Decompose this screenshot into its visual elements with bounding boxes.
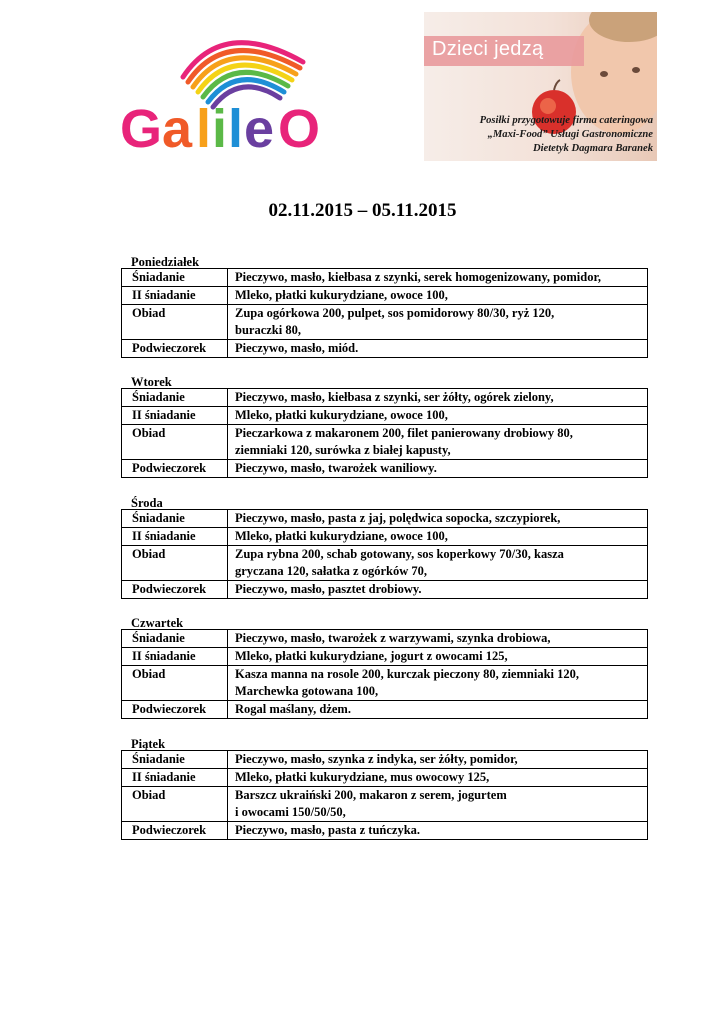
meal-dishes [228, 787, 648, 822]
meal-name: Obiad [122, 546, 228, 581]
meal-name: II śniadanie [122, 648, 228, 666]
meal-dishes [228, 648, 648, 666]
dish-line: Pieczywo, masło, pasztet drobiowy. [235, 582, 422, 596]
dish-line: Mleko, płatki kukurydziane, owoce 100, [235, 408, 448, 422]
meal-name: Podwieczorek [122, 460, 228, 478]
dish-line: gryczana 120, sałatka z ogórków 70, [235, 564, 427, 578]
table-row [122, 751, 648, 769]
meal-dishes [228, 701, 648, 719]
day-menu-table [121, 509, 648, 599]
dish-line: Pieczywo, masło, kiełbasa z szynki, serek homogenizowany, pomidor, [235, 270, 601, 284]
table-row [122, 648, 648, 666]
meal-dishes [228, 407, 648, 425]
meal-dishes [228, 287, 648, 305]
dish-line: Mleko, płatki kukurydziane, mus owocowy 125, [235, 770, 490, 784]
meal-dishes [228, 425, 648, 460]
meal-dishes [228, 546, 648, 581]
meal-dishes [228, 769, 648, 787]
dish-line: Pieczywo, masło, kiełbasa z szynki, ser żółty, ogórek zielony, [235, 390, 554, 404]
dish-line: Pieczywo, masło, pasta z jaj, polędwica sopocka, szczypiorek, [235, 511, 561, 525]
dish-line: Pieczywo, masło, szynka z indyka, ser żółty, pomidor, [235, 752, 518, 766]
meal-dishes [228, 751, 648, 769]
meal-dishes [228, 340, 648, 358]
dish-line: Barszcz ukraiński 200, makaron z serem, jogurtem [235, 788, 507, 802]
table-row [122, 407, 648, 425]
day-label: Piątek [131, 737, 166, 751]
dish-line: Mleko, płatki kukurydziane, owoce 100, [235, 529, 448, 543]
dish-line: ziemniaki 120, surówka z białej kapusty, [235, 443, 451, 457]
meal-name: II śniadanie [122, 528, 228, 546]
dish-line: Rogal maślany, dżem. [235, 702, 351, 716]
table-row [122, 701, 648, 719]
meal-dishes [228, 460, 648, 478]
banner-title: Dzieci jedzą [432, 38, 544, 60]
meal-name: Obiad [122, 666, 228, 701]
day-menu-table [121, 388, 648, 478]
dish-line: Zupa ogórkowa 200, pulpet, sos pomidorowy 80/30, ryż 120, [235, 306, 555, 320]
meal-dishes [228, 528, 648, 546]
table-row [122, 305, 648, 340]
dish-line: Pieczywo, masło, twarożek z warzywami, szynka drobiowa, [235, 631, 551, 645]
dish-line: Kasza manna na rosole 200, kurczak pieczony 80, ziemniaki 120, [235, 667, 579, 681]
banner-caption [427, 114, 653, 156]
dish-line: i owocami 150/50/50, [235, 805, 346, 819]
svg-text:a: a [162, 99, 193, 157]
meal-name: Śniadanie [122, 510, 228, 528]
table-row [122, 389, 648, 407]
dish-line: Mleko, płatki kukurydziane, jogurt z owocami 125, [235, 649, 508, 663]
svg-text:l: l [228, 99, 244, 157]
meal-name: Śniadanie [122, 269, 228, 287]
dish-line: buraczki 80, [235, 323, 301, 337]
table-row [122, 269, 648, 287]
meal-dishes [228, 630, 648, 648]
table-row [122, 787, 648, 822]
meal-name: Śniadanie [122, 630, 228, 648]
table-row [122, 287, 648, 305]
table-row [122, 822, 648, 840]
meal-name: Podwieczorek [122, 822, 228, 840]
meal-dishes [228, 269, 648, 287]
dish-line: Pieczarkowa z makaronem 200, filet panierowany drobiowy 80, [235, 426, 573, 440]
meal-name: II śniadanie [122, 287, 228, 305]
meal-name: Podwieczorek [122, 340, 228, 358]
table-row [122, 581, 648, 599]
meal-dishes [228, 666, 648, 701]
meal-dishes [228, 305, 648, 340]
dish-line: Zupa rybna 200, schab gotowany, sos koperkowy 70/30, kasza [235, 547, 564, 561]
table-row [122, 546, 648, 581]
table-row [122, 630, 648, 648]
dish-line: Pieczywo, masło, pasta z tuńczyka. [235, 823, 421, 837]
meal-name: Podwieczorek [122, 701, 228, 719]
rainbow-logo-icon [118, 22, 368, 157]
banner-line: Dietetyk Dagmara Baranek [532, 143, 653, 154]
table-row [122, 528, 648, 546]
table-row [122, 425, 648, 460]
svg-text:l: l [196, 99, 212, 157]
svg-text:G: G [120, 99, 163, 157]
meal-name: Śniadanie [122, 389, 228, 407]
table-row [122, 666, 648, 701]
meal-name: Śniadanie [122, 751, 228, 769]
meal-name: II śniadanie [122, 407, 228, 425]
table-row [122, 510, 648, 528]
table-row [122, 340, 648, 358]
dish-line: Marchewka gotowana 100, [235, 684, 379, 698]
table-row [122, 460, 648, 478]
day-label: Środa [131, 496, 163, 510]
day-menu-table [121, 268, 648, 358]
meal-dishes [228, 581, 648, 599]
svg-text:i: i [212, 99, 228, 157]
catering-banner [424, 12, 657, 161]
dish-line: Pieczywo, masło, twarożek waniliowy. [235, 461, 437, 475]
table-row [122, 769, 648, 787]
svg-text:O: O [278, 99, 321, 157]
dish-line: Pieczywo, masło, miód. [235, 341, 359, 355]
date-range-title: 02.11.2015 – 05.11.2015 [268, 200, 457, 221]
dish-line: Mleko, płatki kukurydziane, owoce 100, [235, 288, 448, 302]
galileo-logo [118, 22, 368, 157]
meal-name: Obiad [122, 787, 228, 822]
day-label: Wtorek [131, 375, 172, 389]
banner-line: Posiłki przygotowuje firma cateringowa [479, 115, 653, 126]
svg-text:e: e [244, 99, 275, 157]
meal-dishes [228, 822, 648, 840]
day-label: Poniedziałek [131, 255, 200, 269]
banner-line: „Maxi-Food” Usługi Gastronomiczne [487, 129, 653, 140]
day-label: Czwartek [131, 616, 184, 630]
meal-name: Podwieczorek [122, 581, 228, 599]
meal-name: II śniadanie [122, 769, 228, 787]
meal-name: Obiad [122, 425, 228, 460]
day-menu-table [121, 750, 648, 840]
day-menu-table [121, 629, 648, 719]
meal-name: Obiad [122, 305, 228, 340]
meal-dishes [228, 510, 648, 528]
meal-dishes [228, 389, 648, 407]
